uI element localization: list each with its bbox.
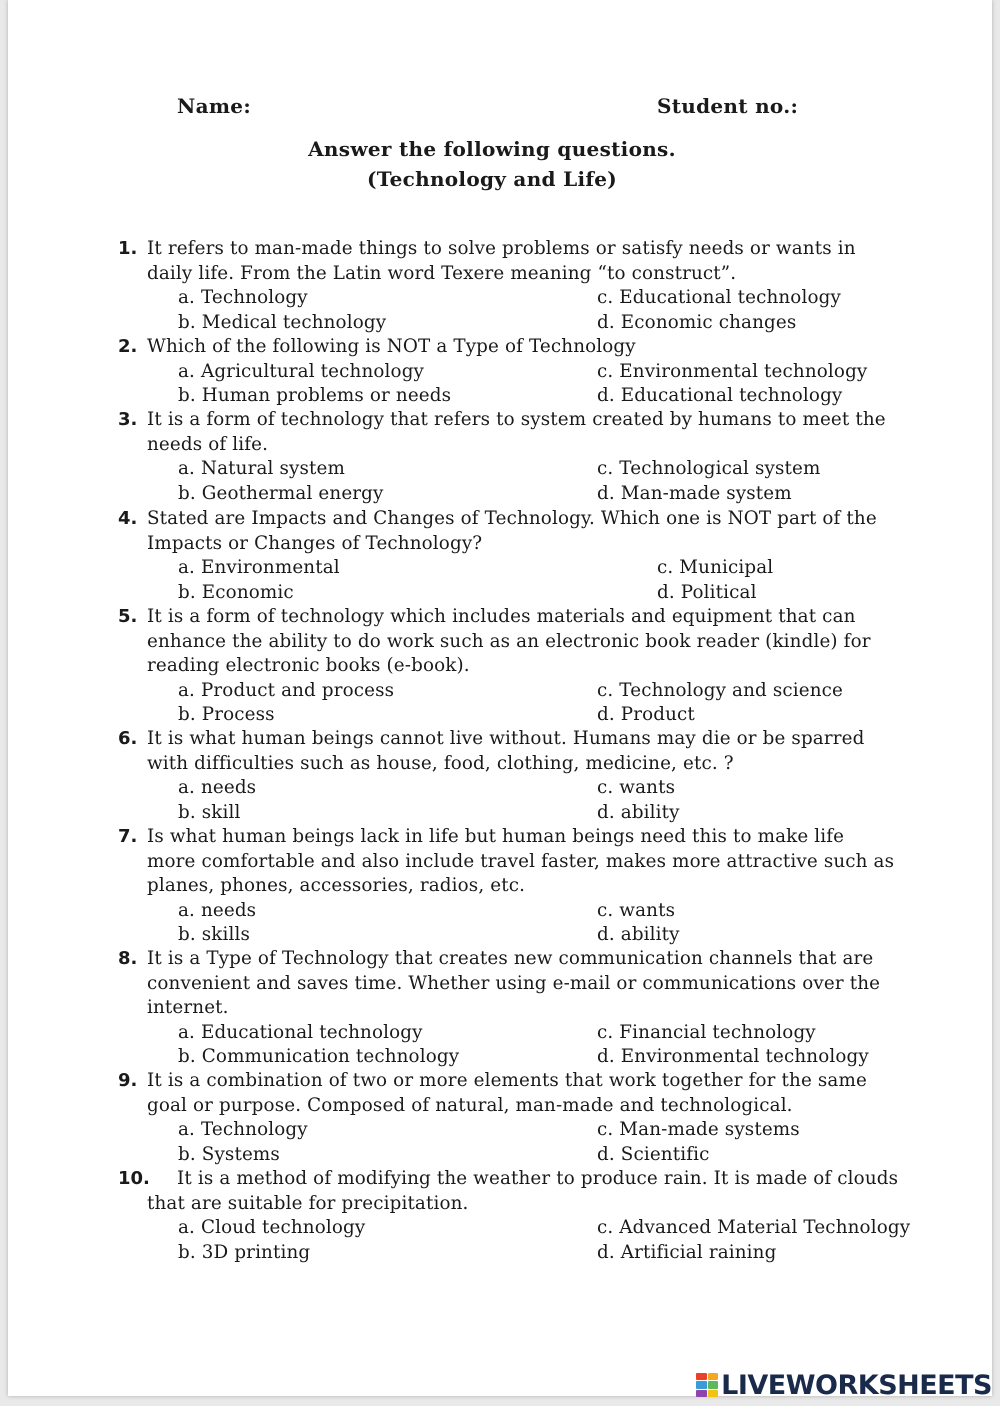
question-text: Is what human beings lack in life but human beings need this to make life — [147, 826, 845, 847]
option-b: b. Process — [178, 704, 275, 725]
question-number: 2. — [118, 336, 138, 357]
option-a: a. Product and process — [178, 679, 395, 701]
option-c: c. wants — [597, 899, 676, 921]
liveworksheets-logo-icon — [696, 1373, 718, 1397]
question-text: Impacts or Changes of Technology? — [147, 532, 483, 554]
option-d: d. Political — [657, 581, 757, 603]
option-a: a. Technology — [178, 1119, 308, 1140]
option-d: d. ability — [597, 924, 680, 945]
question-text: It refers to man-made things to solve problems or satisfy needs or wants in — [147, 238, 856, 259]
question-text: needs of life. — [147, 433, 269, 455]
option-b: b. 3D printing — [178, 1241, 311, 1263]
question-text: daily life. From the Latin word Texere meaning “to construct”. — [147, 262, 737, 284]
question-text: It is a method of modifying the weather to produce rain. It is made of clouds — [177, 1168, 899, 1189]
question-text: convenient and saves time. Whether using e-mail or communications over the — [147, 972, 881, 994]
option-c: c. wants — [597, 777, 676, 798]
option-d: d. Environmental technology — [597, 1046, 869, 1067]
option-d: d. Artificial raining — [597, 1241, 777, 1263]
option-d: d. Scientific — [597, 1143, 710, 1165]
option-a: a. needs — [178, 777, 257, 798]
option-b: b. skills — [178, 924, 251, 945]
student-no-label: Student no.: — [657, 94, 799, 118]
logo-tile — [708, 1373, 719, 1380]
logo-tile — [696, 1390, 707, 1397]
question-text: that are suitable for precipitation. — [147, 1192, 469, 1214]
logo-tile — [696, 1381, 707, 1388]
option-d: d. Man-made system — [597, 482, 792, 504]
option-a: a. Educational technology — [178, 1021, 423, 1043]
question-text: It is a Type of Technology that creates new communication channels that are — [147, 948, 874, 969]
option-a: a. Cloud technology — [178, 1217, 366, 1238]
worksheet-subtitle: (Technology and Life) — [366, 167, 618, 191]
option-c: c. Environmental technology — [597, 360, 868, 382]
option-a: a. Agricultural technology — [178, 360, 425, 382]
brand-logo — [696, 1370, 992, 1400]
option-c: c. Financial technology — [597, 1021, 816, 1043]
option-c: c. Technological system — [597, 458, 821, 479]
option-d: d. ability — [597, 801, 680, 823]
question-text: with difficulties such as house, food, clothing, medicine, etc. ? — [147, 752, 734, 774]
logo-tile — [696, 1373, 707, 1380]
option-b: b. Communication technology — [178, 1046, 460, 1067]
question-text: It is a combination of two or more elements that work together for the same — [147, 1070, 867, 1091]
option-c: c. Technology and science — [597, 679, 843, 701]
question-text: enhance the ability to do work such as an electronic book reader (kindle) for — [147, 630, 871, 652]
logo-tile — [708, 1381, 719, 1388]
question-number: 6. — [118, 728, 138, 749]
name-label: Name: — [177, 94, 252, 118]
option-b: b. Medical technology — [178, 311, 387, 333]
option-c: c. Man-made systems — [597, 1119, 800, 1140]
question-text: Which of the following is NOT a Type of Technology — [147, 336, 636, 357]
question-number: 7. — [118, 826, 138, 847]
option-a: a. needs — [178, 899, 257, 921]
option-b: b. skill — [178, 801, 241, 823]
question-number: 4. — [118, 508, 138, 529]
question-number: 1. — [118, 238, 138, 259]
option-a: a. Technology — [178, 287, 308, 308]
question-text: It is what human beings cannot live without. Humans may die or be sparred — [147, 728, 865, 749]
instructions-title: Answer the following questions. — [308, 137, 676, 161]
option-b: b. Systems — [178, 1143, 280, 1165]
question-number: 9. — [118, 1070, 138, 1091]
question-text: more comfortable and also include travel faster, makes more attractive such as — [147, 850, 895, 872]
option-b: b. Economic — [178, 581, 294, 603]
option-a: a. Environmental — [178, 557, 340, 578]
option-d: d. Product — [597, 704, 695, 725]
question-number: 10. — [118, 1168, 150, 1189]
question-number: 3. — [118, 409, 138, 430]
option-b: b. Human problems or needs — [178, 385, 452, 406]
brand-name: LIVEWORKSHEETS — [721, 1369, 992, 1401]
question-text: Stated are Impacts and Changes of Technology. Which one is NOT part of the — [147, 508, 877, 529]
option-c: c. Educational technology — [597, 287, 841, 308]
question-number: 5. — [118, 606, 138, 627]
option-a: a. Natural system — [178, 458, 345, 479]
option-d: d. Economic changes — [597, 311, 797, 333]
logo-tile — [708, 1390, 719, 1397]
option-c: c. Advanced Material Technology — [597, 1217, 911, 1238]
option-b: b. Geothermal energy — [178, 482, 384, 504]
question-number: 8. — [118, 948, 138, 969]
option-d: d. Educational technology — [597, 385, 843, 406]
question-text: It is a form of technology that refers to system created by humans to meet the — [147, 409, 886, 430]
question-text: It is a form of technology which includes materials and equipment that can — [147, 606, 856, 627]
option-c: c. Municipal — [657, 557, 774, 578]
question-text: reading electronic books (e-book). — [147, 655, 470, 676]
question-text: internet. — [147, 997, 229, 1018]
question-text: planes, phones, accessories, radios, etc. — [147, 875, 526, 896]
question-text: goal or purpose. Composed of natural, man-made and technological. — [147, 1094, 793, 1116]
